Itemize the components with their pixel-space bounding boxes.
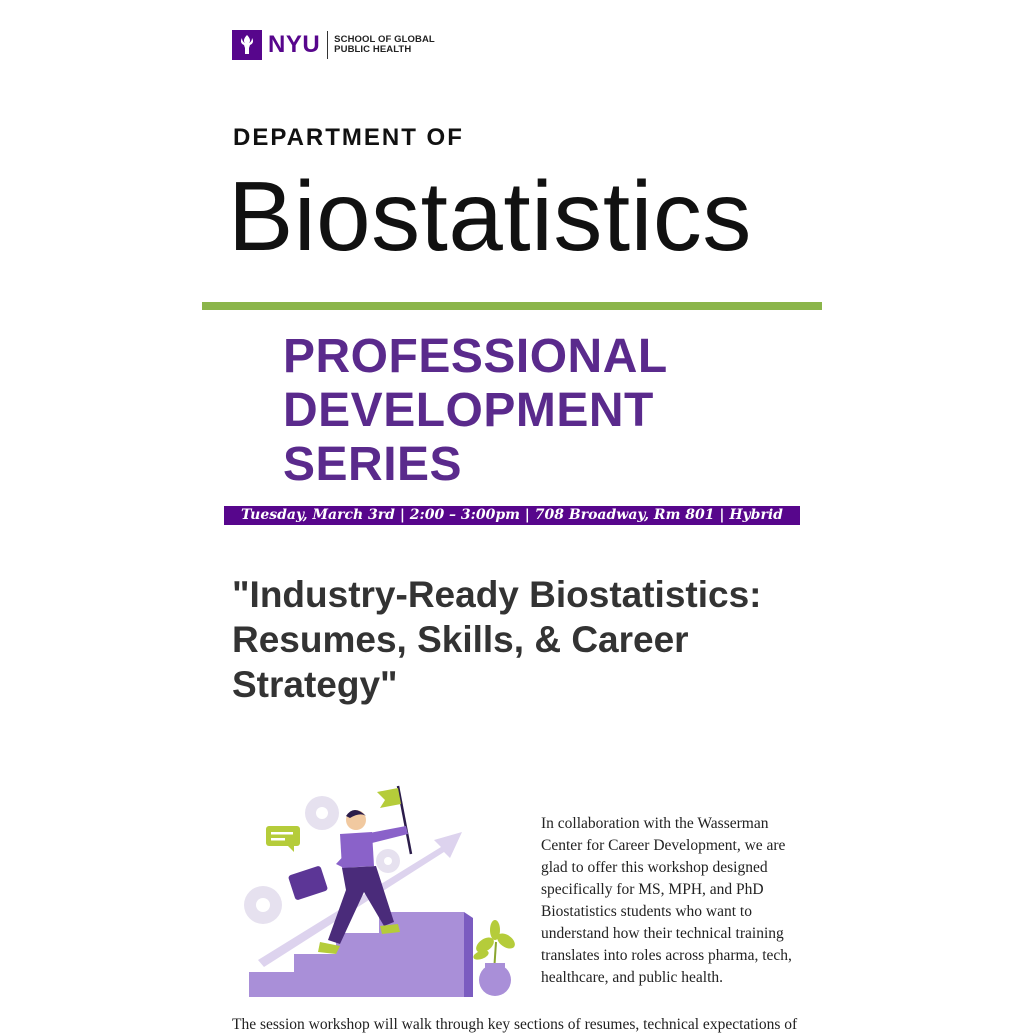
plant-icon <box>472 920 518 996</box>
workshop-description: In collaboration with the Wasserman Center for Career Development, we are glad to offer this workshop designed specifically for MS, MPH, and PhD Biostatistics students who want to understand how their technical training translates into roles across pharma, tech, healthcare, and public health. <box>541 814 792 986</box>
nyu-wordmark: NYU <box>268 31 321 58</box>
department-name: Biostatistics <box>228 161 752 271</box>
school-name <box>334 35 435 55</box>
nyu-gph-logo[interactable] <box>232 30 435 60</box>
event-details-bar: Tuesday, March 3rd | 2:00 – 3:00pm | 708 Broadway, Rm 801 | Hybrid <box>224 506 800 525</box>
department-of-label: DEPARTMENT OF <box>233 124 464 151</box>
series-line-3: SERIES <box>283 438 463 491</box>
logo-divider <box>327 31 328 59</box>
workshop-title: "Industry-Ready Biostatistics: Resumes, Skills, & Career Strategy" <box>232 574 762 705</box>
green-divider <box>202 302 822 310</box>
series-line-1: PROFESSIONAL <box>283 330 668 383</box>
next-paragraph: The session workshop will walk through key sections of resumes, technical expectations of <box>232 1016 798 1033</box>
school-line-2: PUBLIC HEALTH <box>334 44 412 55</box>
chat-bubble-icon <box>266 826 300 852</box>
school-line-1: SCHOOL OF GLOBAL <box>334 34 435 45</box>
nyu-torch-icon <box>232 30 262 60</box>
series-heading <box>283 330 668 492</box>
series-line-2: DEVELOPMENT <box>283 384 654 437</box>
career-climb-illustration <box>236 782 526 1000</box>
